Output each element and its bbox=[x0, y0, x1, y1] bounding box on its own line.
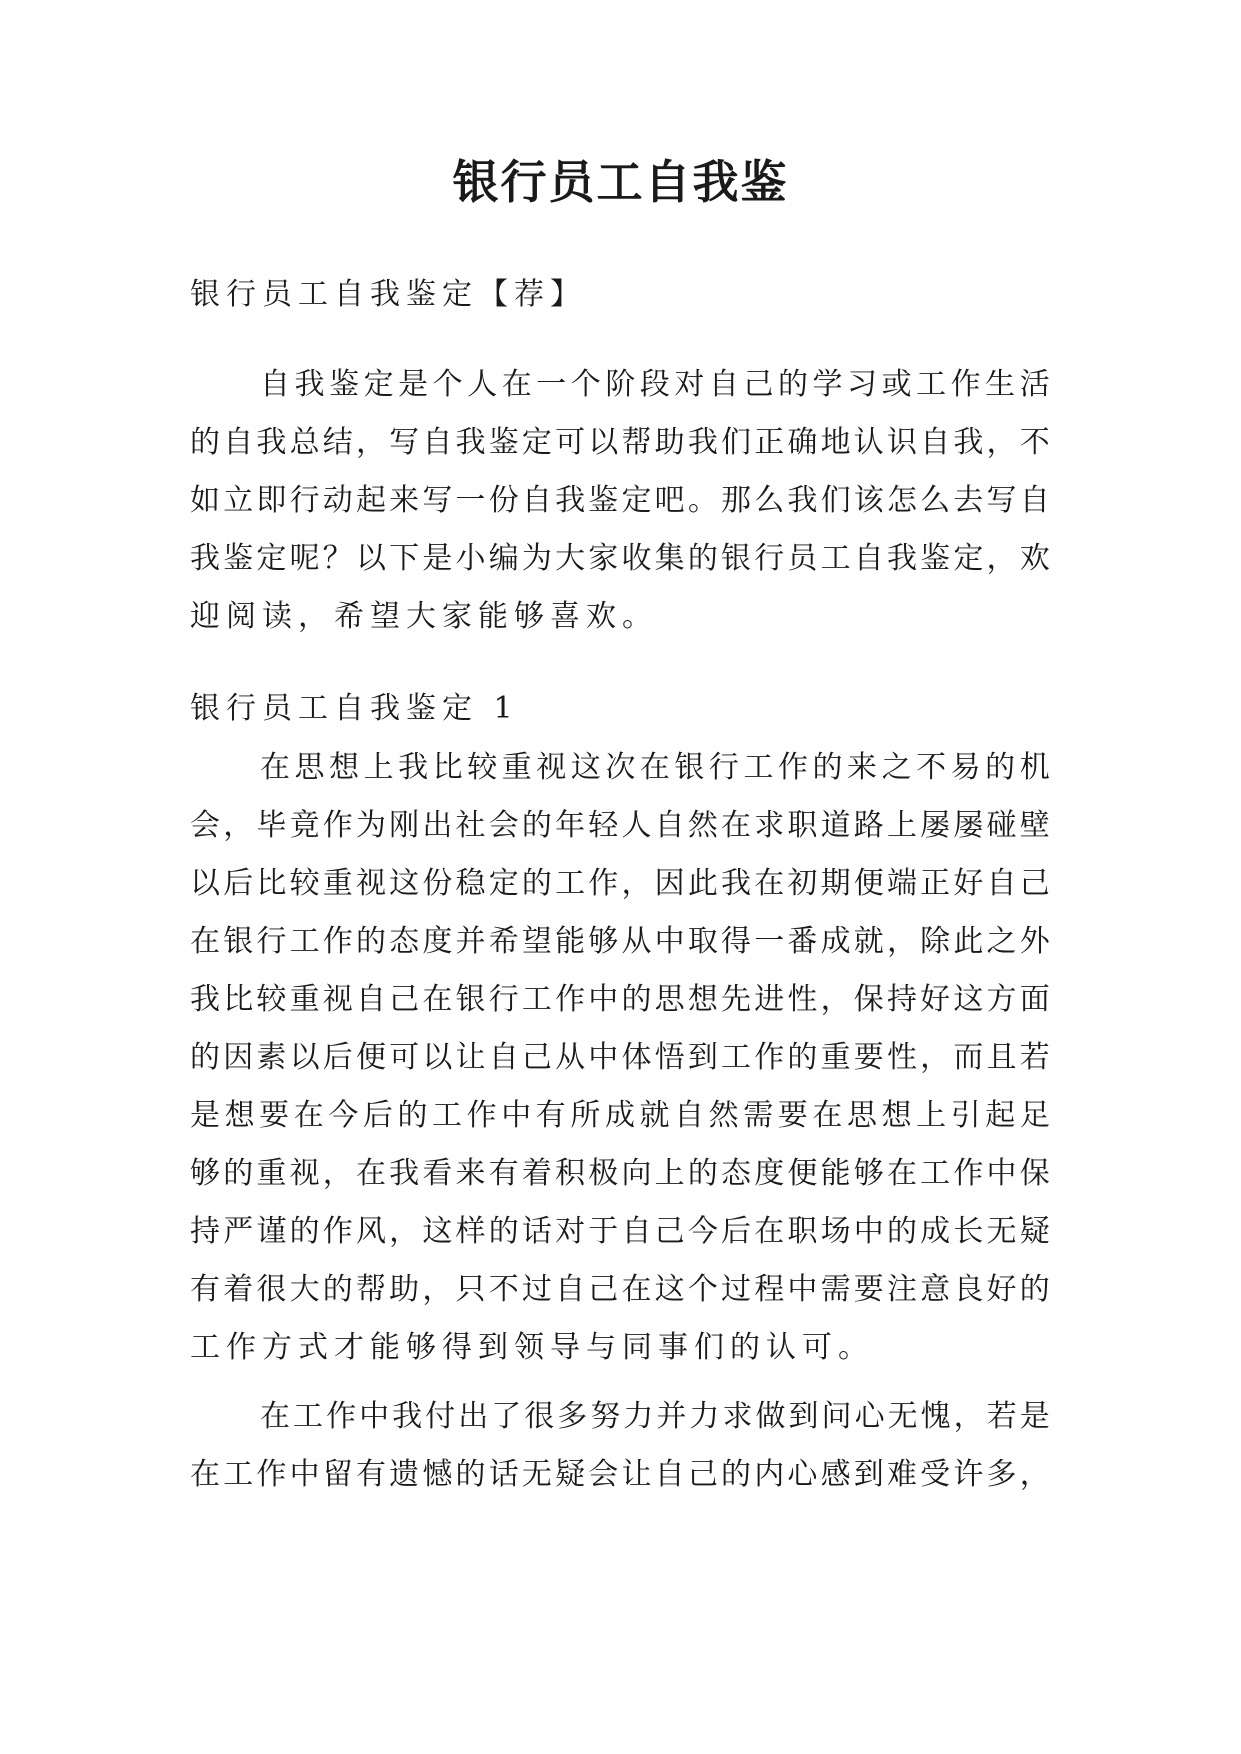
section-heading: 银行员工自我鉴定 1 bbox=[190, 691, 519, 726]
paragraph-line: 有 着 很 大 的 帮 助 ， 只 不 过 自 己 在 这 个 过 程 中 需 要 注 意 良 好 的 bbox=[190, 1272, 1050, 1307]
paragraph-line: 工作方式才能够得到领导与同事们的认可。 bbox=[190, 1330, 874, 1365]
paragraph-line: 的 因 素 以 后 便 可 以 让 自 己 从 中 体 悟 到 工 作 的 重 要 性 ， 而 且 若 bbox=[190, 1040, 1050, 1075]
paragraph-line: 够 的 重 视 ， 在 我 看 来 有 着 积 极 向 上 的 态 度 便 能 够 在 工 作 中 保 bbox=[190, 1156, 1050, 1191]
paragraph-line: 在 工 作 中 我 付 出 了 很 多 努 力 并 力 求 做 到 问 心 无 愧 ， 若 是 bbox=[260, 1399, 1050, 1434]
document-subtitle: 银行员工自我鉴定【荐】 bbox=[190, 277, 586, 312]
paragraph-line: 以 后 比 较 重 视 这 份 稳 定 的 工 作 ， 因 此 我 在 初 期 便 端 正 好 自 己 bbox=[190, 866, 1050, 901]
paragraph-line: 在 银 行 工 作 的 态 度 并 希 望 能 够 从 中 取 得 一 番 成 就 ， 除 此 之 外 bbox=[190, 924, 1050, 959]
intro-line: 我 鉴 定 呢 ？ 以 下 是 小 编 为 大 家 收 集 的 银 行 员 工 自 我 鉴 定 ， 欢 bbox=[190, 541, 1050, 576]
paragraph-line: 持 严 谨 的 作 风 ， 这 样 的 话 对 于 自 己 今 后 在 职 场 中 的 成 长 无 疑 bbox=[190, 1214, 1050, 1249]
paragraph-line: 我 比 较 重 视 自 己 在 银 行 工 作 中 的 思 想 先 进 性 ， 保 持 好 这 方 面 bbox=[190, 982, 1050, 1017]
document-title: 银行员工自我鉴 bbox=[452, 155, 789, 209]
paragraph-line: 会 ， 毕 竟 作 为 刚 出 社 会 的 年 轻 人 自 然 在 求 职 道 路 上 屡 屡 碰 壁 bbox=[190, 808, 1050, 843]
intro-line: 如 立 即 行 动 起 来 写 一 份 自 我 鉴 定 吧 。 那 么 我 们 该 怎 么 去 写 自 bbox=[190, 483, 1050, 518]
paragraph-line: 在 工 作 中 留 有 遗 憾 的 话 无 疑 会 让 自 己 的 内 心 感 到 难 受 许 多 ， bbox=[190, 1457, 1050, 1492]
intro-line: 自 我 鉴 定 是 个 人 在 一 个 阶 段 对 自 己 的 学 习 或 工 作 生 活 bbox=[260, 367, 1050, 402]
intro-line: 的 自 我 总 结 ， 写 自 我 鉴 定 可 以 帮 助 我 们 正 确 地 认 识 自 我 ， 不 bbox=[190, 425, 1050, 460]
intro-line: 迎阅读，希望大家能够喜欢。 bbox=[190, 599, 658, 634]
paragraph-line: 在 思 想 上 我 比 较 重 视 这 次 在 银 行 工 作 的 来 之 不 易 的 机 bbox=[260, 750, 1050, 785]
paragraph-line: 是 想 要 在 今 后 的 工 作 中 有 所 成 就 自 然 需 要 在 思 想 上 引 起 足 bbox=[190, 1098, 1050, 1133]
